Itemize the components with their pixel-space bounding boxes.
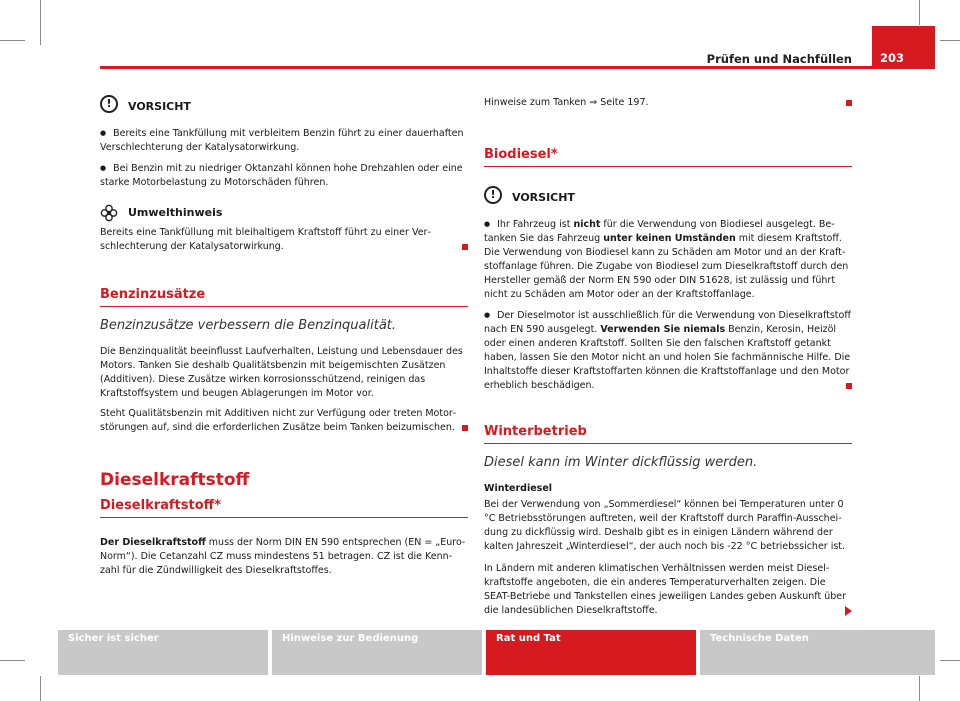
footer-tab-rat-und-tat[interactable]: Rat und Tat	[486, 630, 696, 675]
winter-para: In Ländern mit anderen klimatischen Verhältnissen werden meist Dieselkraftstoffe angeboten, die ein anderes Temperaturverhalten zeigen. Die SEAT-Betriebe und Tankstellen eines jeweiligen Landes geben Auskunft über die landesüblichen Dieselkraftstoffe.	[484, 562, 852, 618]
crop-mark	[0, 660, 25, 661]
benzinzusaetze-subtitle: Benzinzusätze verbessern die Benzinqualität.	[100, 318, 397, 333]
umwelt-header	[100, 202, 468, 224]
continue-arrow-icon	[845, 606, 852, 616]
vorsicht-label: VORSICHT	[512, 191, 575, 204]
section-end-marker	[846, 383, 852, 389]
right-column	[484, 96, 852, 624]
benzinzusaetze-para: Die Benzinqualität beeinflusst Laufverhalten, Leistung und Lebensdauer des Motors. Tanken Sie deshalb Qualitätsbenzin mit beigemischten Zusätzen (Additiven). Diese Zusätze wirken korrosionsschützend, reinigen das Kraftstoffsystem und beugen Ablagerungen im Motor vor.	[100, 346, 463, 399]
winterdiesel-label: Winterdiesel	[484, 483, 553, 494]
section-end-marker	[846, 100, 852, 106]
crop-mark	[919, 0, 920, 25]
warning-icon: !	[100, 95, 118, 113]
vorsicht-header	[100, 96, 468, 118]
section-end-marker	[462, 425, 468, 431]
vorsicht-label: VORSICHT	[128, 100, 191, 113]
crop-mark	[919, 676, 920, 701]
biodiesel-bullet: ● Der Dieselmotor ist ausschließlich für die Verwendung von Dieselkraftstoff nach EN 590 ausgelegt. Verwenden Sie niemals Benzin, Kerosin, Heizöl oder einen anderen Kraftstoff. Sollten Sie den falschen Kraftstoff getankt haben, lassen Sie den Motor nicht an und holen Sie fachmännische Hilfe. Die Inhaltstoffe dieser Kraftstoffarten können die Kraftstoffanlage und den Motor erheblich beschädigen.	[484, 308, 852, 393]
running-header-title: Prüfen und Nachfüllen	[706, 52, 852, 66]
crop-mark	[40, 0, 41, 45]
dieselkraftstoff-para: Der Dieselkraftstoff muss der Norm DIN EN 590 entsprechen (EN = „EuroNorm“). Die Cetanzahl CZ muss mindestens 51 betragen. CZ ist die Kennzahl für die Zündwilligkeit des Dieselkraftstoffes.	[100, 537, 466, 576]
page-number: 203	[872, 26, 935, 69]
vorsicht-header	[484, 187, 852, 209]
winter-para: Bei der Verwendung von „Sommerdiesel“ können bei Temperaturen unter 0 °C Betriebsstörungen auftreten, weil der Kraftstoff durch Paraffin-Ausscheidung zu dickflüssig wird. Deshalb gibt es in einigen Ländern während der kalten Jahreszeit „Winterdiesel“, der auch noch bis -22 °C betriebssicher ist.	[484, 499, 846, 552]
vorsicht-bullet: ● Bei Benzin mit zu niedriger Oktanzahl können hohe Drehzahlen oder eine starke Motorbelastung zu Motorschäden führen.	[100, 161, 468, 190]
crop-mark	[940, 660, 960, 661]
benzinzusaetze-heading: Benzinzusätze	[100, 288, 468, 307]
crop-mark	[0, 40, 25, 41]
environment-flower-icon	[100, 204, 118, 222]
biodiesel-heading: Biodiesel*	[484, 148, 852, 167]
footer-tab-sicher[interactable]: Sicher ist sicher	[58, 630, 268, 675]
winterbetrieb-subtitle: Diesel kann im Winter dickflüssig werden.	[484, 455, 758, 470]
left-column	[100, 96, 468, 584]
dieselkraftstoff-heading: Dieselkraftstoff*	[100, 499, 468, 518]
umwelt-label: Umwelthinweis	[128, 206, 223, 219]
winterbetrieb-heading: Winterbetrieb	[484, 425, 852, 444]
crop-mark	[940, 40, 960, 41]
vorsicht-bullet: ● Bereits eine Tankfüllung mit verbleitem Benzin führt zu einer dauerhaften Verschlechterung der Katalysatorwirkung.	[100, 126, 468, 155]
header-rule	[100, 66, 935, 69]
warning-icon: !	[484, 186, 502, 204]
section-end-marker	[462, 244, 468, 250]
umwelt-text: Bereits eine Tankfüllung mit bleihaltigem Kraftstoff führt zu einer Verschlechterung der Katalysatorwirkung.	[100, 226, 468, 254]
crop-mark	[40, 676, 41, 701]
biodiesel-bullet: ● Ihr Fahrzeug ist nicht für die Verwendung von Biodiesel ausgelegt. Betanken Sie das Fahrzeug unter keinen Umständen mit diesem Kraftstoff. Die Verwendung von Biodiesel kann zu Schäden am Motor und an der Kraftstoffanlage führen. Die Zugabe von Biodiesel zum Dieselkraftstoff durch den Hersteller gemäß der Norm EN 590 oder DIN 51628, ist zulässig und führt nicht zu Schäden am Motor oder an der Kraftstoffanlage.	[484, 217, 852, 302]
footer-tab-bedienung[interactable]: Hinweise zur Bedienung	[272, 630, 482, 675]
footer-tab-technische-daten[interactable]: Technische Daten	[700, 630, 935, 675]
chapter-title: Dieselkraftstoff	[100, 470, 250, 490]
tanken-hint: Hinweise zum Tanken ⇒ Seite 197.	[484, 96, 852, 110]
benzinzusaetze-para: Steht Qualitätsbenzin mit Additiven nicht zur Verfügung oder treten Motorstörungen auf, sind die erforderlichen Zusätze beim Tanken beizumischen.	[100, 407, 468, 435]
